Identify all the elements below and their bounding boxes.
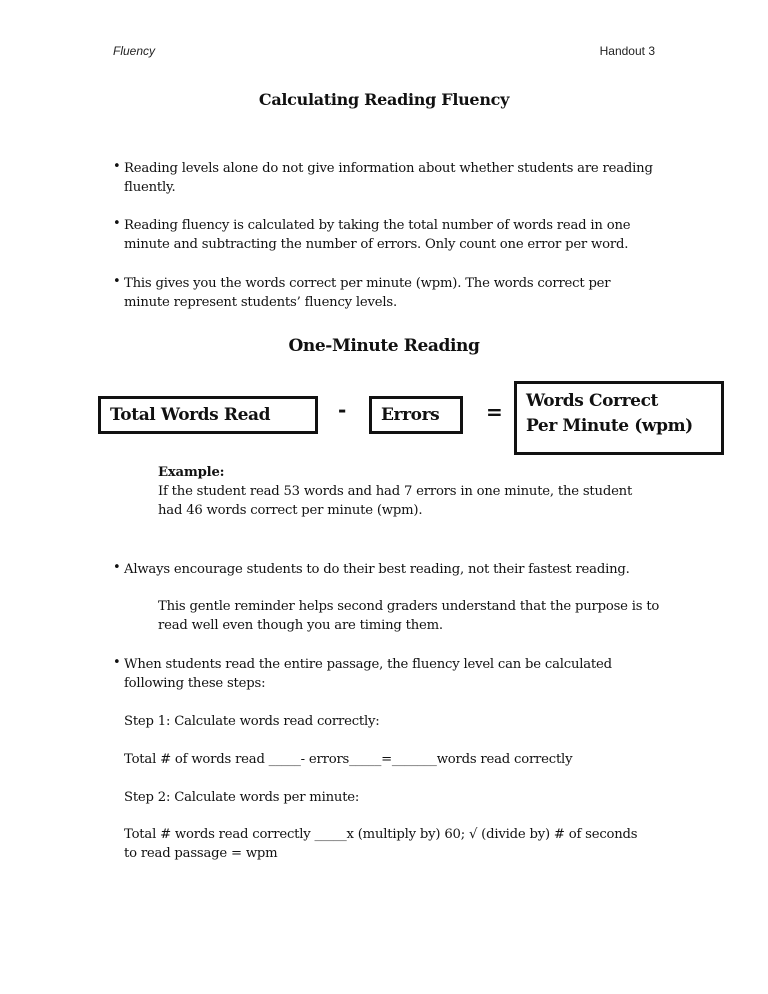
text-line: When students read the entire passage, the fluency level can be calculated [124, 657, 612, 672]
bullet-icon: • [113, 560, 121, 575]
text-line: This gives you the words correct per minute (wpm). The words correct per [124, 276, 611, 291]
text-line: If the student read 53 words and had 7 errors in one minute, the student [158, 484, 633, 499]
step1-label: Step 1: Calculate words read correctly: [124, 714, 380, 729]
text-line: minute represent students’ fluency levels. [124, 295, 397, 310]
total-words-read-box [98, 396, 318, 434]
header-left: Fluency [113, 44, 156, 58]
reminder-block [158, 597, 678, 635]
bullet-paragraph: Always encourage students to do their best reading, not their fastest reading. [124, 562, 630, 577]
text-line: following these steps: [124, 676, 266, 691]
box-label: Per Minute (wpm) [526, 416, 693, 436]
bullet-paragraph [113, 159, 684, 197]
bullet-paragraph [113, 216, 684, 254]
box-label: Errors [381, 405, 440, 425]
errors-box [369, 396, 463, 434]
bullet-paragraph [113, 274, 684, 312]
example-label: Example: [158, 465, 225, 480]
minus-sign: - [338, 398, 347, 422]
bullet-icon: • [113, 159, 121, 174]
step1-formula: Total # of words read _____- errors_____=_______words read correctly [124, 752, 573, 767]
words-correct-box [514, 381, 724, 455]
page-title: Calculating Reading Fluency [258, 90, 510, 109]
text-line: to read passage = wpm [124, 846, 278, 861]
box-label: Total Words Read [110, 405, 271, 425]
step2-formula [124, 825, 684, 863]
bullet-icon: • [113, 216, 121, 231]
header-right: Handout 3 [599, 44, 655, 58]
text-line: Reading fluency is calculated by taking the total number of words read in one [124, 218, 631, 233]
bullet-paragraph [113, 655, 684, 693]
box-label: Words Correct [526, 391, 658, 411]
equals-sign: = [486, 400, 503, 424]
bullet-icon: • [113, 274, 121, 289]
text-line: had 46 words correct per minute (wpm). [158, 503, 423, 518]
text-line: Total # words read correctly _____x (multiply by) 60; √ (divide by) # of seconds [124, 827, 638, 842]
text-line: read well even though you are timing them. [158, 618, 443, 633]
text-line: Reading levels alone do not give information about whether students are reading [124, 161, 653, 176]
text-line: fluently. [124, 180, 176, 195]
example-block [158, 463, 678, 520]
text-line: minute and subtracting the number of errors. Only count one error per word. [124, 237, 629, 252]
step2-label: Step 2: Calculate words per minute: [124, 790, 360, 805]
text-line: This gentle reminder helps second graders understand that the purpose is to [158, 599, 660, 614]
bullet-icon: • [113, 655, 121, 670]
section-title: One-Minute Reading [288, 336, 480, 356]
